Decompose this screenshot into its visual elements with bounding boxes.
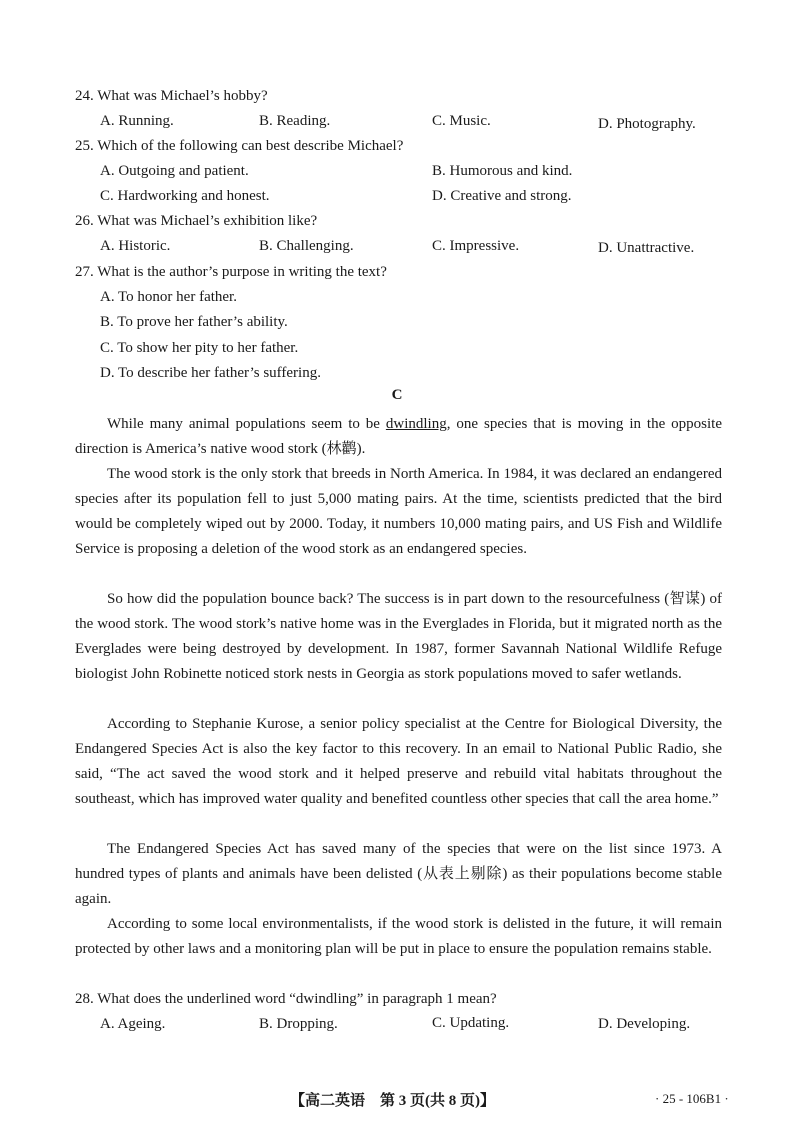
question-26-option-a: A. Historic. [100,238,171,254]
question-24-option-b: B. Reading. [259,113,331,129]
question-24-stem: 24. What was Michael’s hobby? [75,88,268,104]
question-28-stem: 28. What does the underlined word “dwindling” in paragraph 1 mean? [75,991,497,1007]
passage-paragraph-3: So how did the population bounce back? The success is in part down to the resourcefulness (智谋) of the wood stork. The wood stork’s native home was in the Everglades in Florida, but it migrated north as the Everglades were being destroyed by development. In 1987, former Savannah National Wildlife Refuge biologist John Robinette noticed stork nests in Georgia as stork populations moved to safer wetlands. [75,591,722,682]
question-26-option-c: C. Impressive. [432,238,520,254]
question-24-option-c: C. Music. [432,113,491,129]
question-25-option-c: C. Hardworking and honest. [100,188,270,204]
question-28-option-c: C. Updating. [432,1015,510,1031]
question-26-stem: 26. What was Michael’s exhibition like? [75,213,318,229]
passage-paragraph-2: The wood stork is the only stork that breeds in North America. In 1984, it was declared an endangered species after its population fell to just 5,000 mating pairs. At the time, scientists predicted that the bird would be completely wiped out by 2000. Today, it numbers 10,000 mating pairs, and US Fish and Wildlife Service is proposing a deletion of the wood stork as an endangered species. [75,466,722,557]
question-27-option-a: A. To honor her father. [100,289,237,305]
question-25-option-a: A. Outgoing and patient. [100,163,249,179]
passage-paragraph-4: According to Stephanie Kurose, a senior policy specialist at the Centre for Biological Diversity, the Endangered Species Act is also the key factor to this recovery. In an email to National Public Radio, she said, “The act saved the wood stork and it helped preserve and rebuild vital habitats throughout the southeast, which has improved water quality and benefited countless other species that call the area home.” [75,716,722,807]
question-26-option-b: B. Challenging. [259,238,354,254]
paper-code: · 25 - 106B1 · [655,1091,729,1106]
question-28-option-a: A. Ageing. [100,1016,166,1032]
question-24-option-a: A. Running. [100,113,174,129]
question-27-option-c: C. To show her pity to her father. [100,340,299,356]
question-28-option-d: D. Developing. [598,1016,691,1032]
passage-paragraph-1 [75,412,722,462]
question-27-option-b: B. To prove her father’s ability. [100,314,288,330]
underlined-word: dwindling [385,416,447,432]
question-25-option-d: D. Creative and strong. [432,188,572,204]
question-28-option-b: B. Dropping. [259,1016,338,1032]
question-27-stem: 27. What is the author’s purpose in writing the text? [75,264,387,280]
passage-title: C [391,387,403,403]
question-25-option-b: B. Humorous and kind. [432,163,573,179]
p1-text-start: While many animal populations seem to be [107,416,386,432]
question-26-option-d: D. Unattractive. [598,240,695,256]
question-25-stem: 25. Which of the following can best describe Michael? [75,138,404,154]
question-27-option-d: D. To describe her father’s suffering. [100,365,321,381]
p1-text-end: , one species that is moving in the opposite direction is America’s native wood stork (林鹳). [75,416,722,457]
passage-paragraph-5: The Endangered Species Act has saved many of the species that were on the list since 1973. A hundred types of plants and animals have been delisted (从表上剔除) as their populations become stable again. [75,841,722,907]
question-24-option-d: D. Photography. [598,116,696,132]
page-footer: 【高二英语 第 3 页(共 8 页)】 [290,1093,495,1109]
passage-paragraph-6: According to some local environmentalists, if the wood stork is delisted in the future, it will remain protected by other laws and a monitoring plan will be put in place to ensure the population remains stable. [75,916,722,957]
